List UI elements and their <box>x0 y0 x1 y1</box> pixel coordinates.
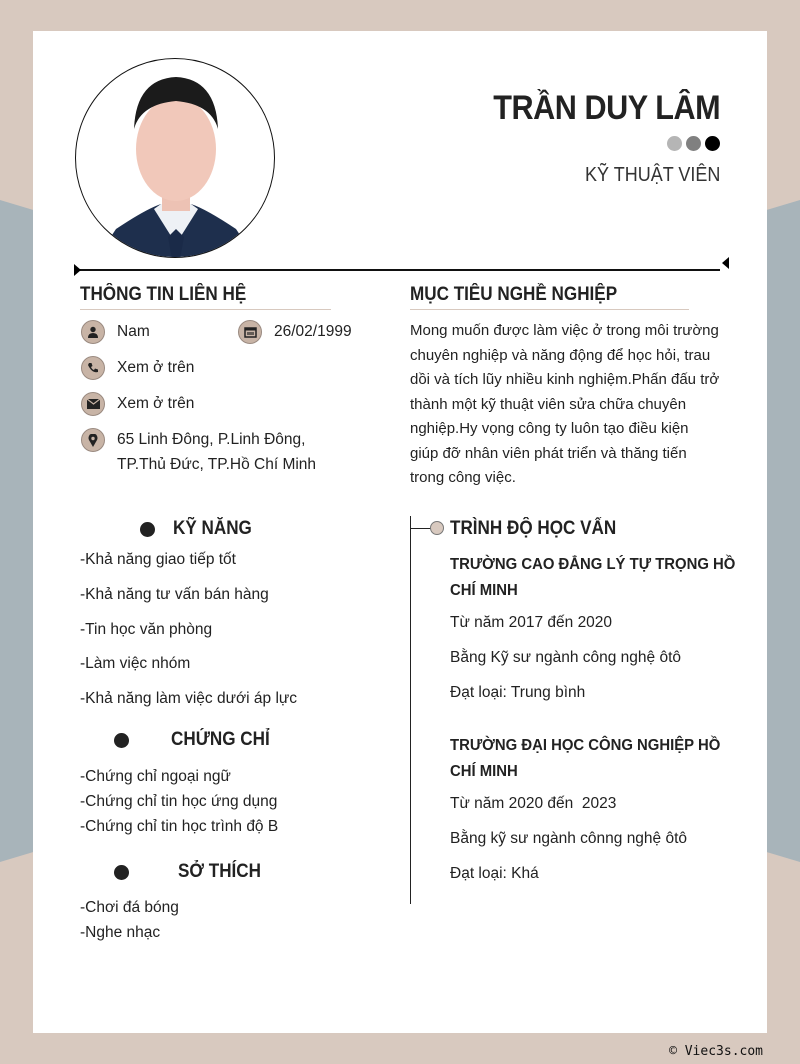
certificates-list <box>80 768 278 836</box>
phone-row <box>81 356 194 380</box>
watermark: © Viec3s.com <box>669 1044 763 1059</box>
job-title: KỸ THUẬT VIÊN <box>584 164 720 186</box>
address-value: 65 Linh Đông, P.Linh Đông, TP.Thủ Đức, TP.Hồ Chí Minh <box>117 431 317 473</box>
skill-item: -Khả năng tư vấn bán hàng <box>80 586 269 603</box>
gender-row <box>81 320 150 344</box>
bullet-icon <box>140 522 155 537</box>
skill-item: -Tin học văn phòng <box>80 621 213 638</box>
school-name: TRƯỜNG ĐẠI HỌC CÔNG NGHIỆP HỒ CHÍ MINH <box>450 737 721 780</box>
location-pin-icon <box>81 428 105 452</box>
dot-icon <box>705 136 720 151</box>
skill-item: -Khả năng làm việc dưới áp lực <box>80 690 298 707</box>
school-grade: Đạt loại: Trung bình <box>450 684 586 701</box>
hobby-item: -Chơi đá bóng <box>80 899 179 916</box>
envelope-icon <box>81 392 105 416</box>
school-period: Từ năm 2020 đến 2023 <box>450 795 617 812</box>
contact-heading: THÔNG TIN LIÊN HỆ <box>80 284 247 305</box>
timeline-connector <box>411 528 431 529</box>
skill-item: -Khả năng giao tiếp tốt <box>80 551 236 568</box>
profile-photo <box>75 58 275 258</box>
hobbies-heading: SỞ THÍCH <box>178 861 261 882</box>
email-row <box>81 392 194 416</box>
cv-page <box>33 31 767 1033</box>
school-period: Từ năm 2017 đến 2020 <box>450 614 613 631</box>
school-degree: Bằng Kỹ sư ngành công nghệ ôtô <box>450 649 681 666</box>
objective-heading: MỤC TIÊU NGHỀ NGHIỆP <box>410 284 618 305</box>
dot-icon <box>667 136 682 151</box>
certificates-heading: CHỨNG CHỈ <box>171 729 270 750</box>
objective-text: Mong muốn được làm việc ở trong môi trường chuyên nghiệp và năng động để học hỏi, trau dồi và tích lũy nhiều kinh nghiệm.Phấn đấu trở thành một kỹ thuật viên sửa chữa chuyên nghiệp.Hy vọng công ty luôn tạo điều kiện giúp đỡ nhân viên phát triển và thăng tiến trong công việc. <box>410 322 720 486</box>
timeline-line <box>410 516 411 904</box>
timeline-node-icon <box>430 521 444 535</box>
certificate-item: -Chứng chỉ ngoại ngữ <box>80 768 231 785</box>
email-value: Xem ở trên <box>117 395 195 412</box>
school-grade: Đạt loại: Khá <box>450 865 539 882</box>
calendar-icon <box>238 320 262 344</box>
birthdate-row <box>238 320 352 344</box>
underline <box>410 309 689 310</box>
certificate-item: -Chứng chỉ tin học trình độ B <box>80 818 279 835</box>
education-heading: TRÌNH ĐỘ HỌC VẤN <box>450 518 617 539</box>
decor-dots <box>667 136 720 151</box>
arrow-right-icon <box>74 264 81 276</box>
arrow-left-icon <box>722 257 729 269</box>
bullet-icon <box>114 733 129 748</box>
divider <box>76 269 720 271</box>
education-entry <box>450 552 740 702</box>
certificate-item: -Chứng chỉ tin học ứng dụng <box>80 793 278 810</box>
skills-list <box>80 551 297 708</box>
dot-icon <box>686 136 701 151</box>
underline <box>80 309 331 310</box>
bullet-icon <box>114 865 129 880</box>
person-icon <box>81 320 105 344</box>
skills-heading: KỸ NĂNG <box>173 518 252 539</box>
hobby-item: -Nghe nhạc <box>80 924 161 941</box>
hobbies-list <box>80 899 179 942</box>
address-row <box>81 428 351 477</box>
school-degree: Bằng kỹ sư ngành cônng nghệ ôtô <box>450 830 688 847</box>
education-entry <box>450 733 740 883</box>
school-name: TRƯỜNG CAO ĐẲNG LÝ TỰ TRỌNG HỒ CHÍ MINH <box>450 556 736 599</box>
birthdate-value: 26/02/1999 <box>274 323 352 340</box>
candidate-name: TRẦN DUY LÂM <box>493 89 720 127</box>
phone-icon <box>81 356 105 380</box>
gender-value: Nam <box>117 323 150 340</box>
phone-value: Xem ở trên <box>117 359 195 376</box>
skill-item: -Làm việc nhóm <box>80 655 191 672</box>
